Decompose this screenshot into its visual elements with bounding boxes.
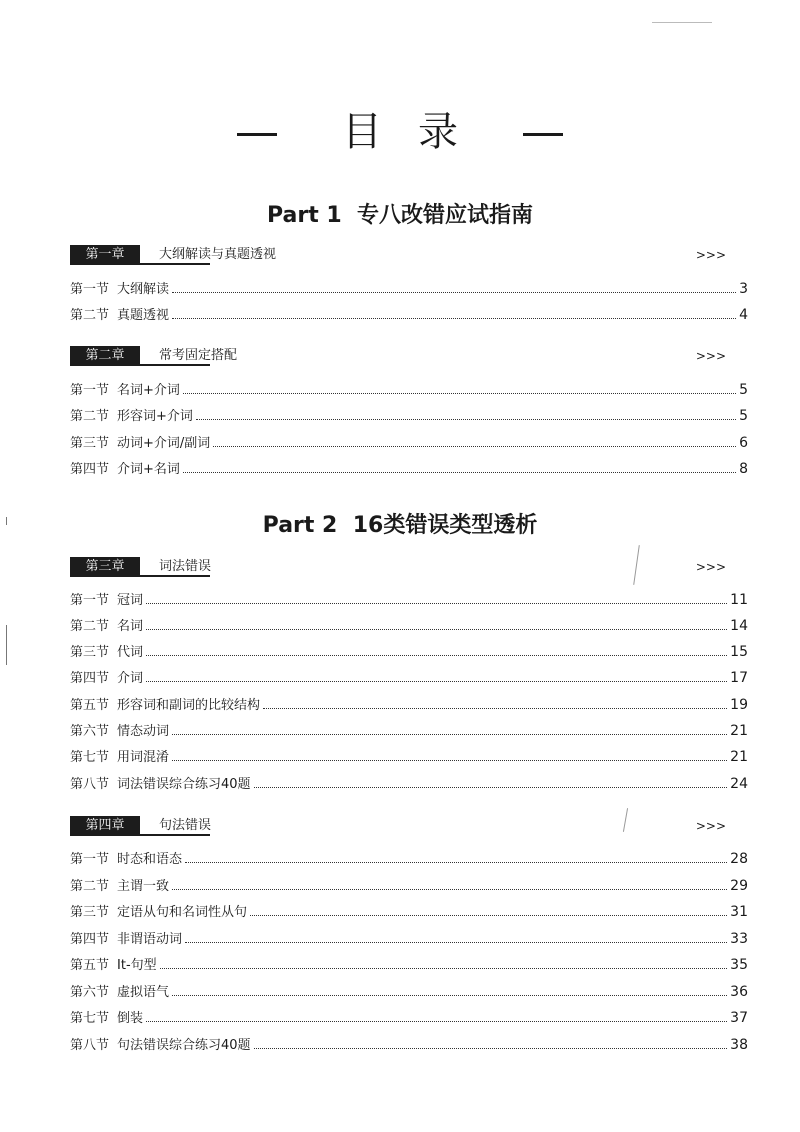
toc-entry[interactable] xyxy=(70,748,748,766)
entry-leader xyxy=(172,281,736,293)
entry-section: 第八节 xyxy=(70,777,110,792)
entry-leader xyxy=(183,382,736,394)
entry-leader xyxy=(146,592,727,604)
entry-name: 定语从句和名词性从句 xyxy=(117,905,248,920)
toc-entry[interactable] xyxy=(70,280,748,298)
entry-name: 倒装 xyxy=(117,1011,144,1026)
toc-entry[interactable] xyxy=(70,775,748,793)
toc-entry[interactable] xyxy=(70,591,748,609)
entry-name: 时态和语态 xyxy=(117,852,183,867)
entry-section: 第六节 xyxy=(70,985,110,1000)
entry-section: 第三节 xyxy=(70,436,110,451)
chapter-4-tag: 第四章 xyxy=(70,816,140,836)
toc-entry[interactable] xyxy=(70,669,748,687)
entry-section: 第三节 xyxy=(70,645,110,660)
toc-entry[interactable] xyxy=(70,877,748,895)
entry-section: 第五节 xyxy=(70,958,110,973)
entry-section: 第四节 xyxy=(70,462,110,477)
entry-page: 38 xyxy=(730,1037,748,1053)
entry-page: 17 xyxy=(730,670,748,686)
entry-name: 主谓一致 xyxy=(117,879,170,894)
entry-page: 31 xyxy=(730,904,748,920)
part-1-title: 专八改错应试指南 xyxy=(357,203,534,228)
entry-section: 第七节 xyxy=(70,750,110,765)
entry-leader xyxy=(183,461,736,473)
chapter-4-arrows: >>> xyxy=(695,819,726,833)
chapter-3-arrows: >>> xyxy=(695,560,726,574)
entry-section: 第二节 xyxy=(70,308,110,323)
entry-name: 名词 xyxy=(117,619,144,634)
toc-entry[interactable] xyxy=(70,617,748,635)
entry-name: It-句型 xyxy=(117,958,157,973)
scan-mark xyxy=(6,625,7,665)
entry-leader xyxy=(172,984,727,996)
entry-name: 介词+名词 xyxy=(117,462,180,477)
entry-leader xyxy=(172,878,727,890)
toc-entry[interactable] xyxy=(70,306,748,324)
toc-entry[interactable] xyxy=(70,460,748,478)
entry-section: 第六节 xyxy=(70,724,110,739)
chapter-4-title: 句法错误 xyxy=(159,818,212,833)
chapter-1-header xyxy=(70,245,730,265)
entry-leader xyxy=(146,618,727,630)
toc-title-text: 目录 xyxy=(342,109,494,155)
toc-title xyxy=(0,100,800,157)
entry-leader xyxy=(263,697,727,709)
chapter-1-tag: 第一章 xyxy=(70,245,140,265)
entry-section: 第一节 xyxy=(70,593,110,608)
entry-section: 第二节 xyxy=(70,619,110,634)
entry-page: 11 xyxy=(730,592,748,608)
entry-leader xyxy=(213,435,736,447)
entry-leader xyxy=(254,1037,728,1049)
chapter-1-arrows: >>> xyxy=(695,248,726,262)
toc-entry[interactable] xyxy=(70,956,748,974)
entry-section: 第八节 xyxy=(70,1038,110,1053)
entry-page: 4 xyxy=(739,307,748,323)
entry-name: 名词+介词 xyxy=(117,383,180,398)
entry-section: 第七节 xyxy=(70,1011,110,1026)
entry-page: 21 xyxy=(730,749,748,765)
scan-mark xyxy=(652,22,712,23)
entry-page: 14 xyxy=(730,618,748,634)
toc-entry[interactable] xyxy=(70,930,748,948)
entry-page: 36 xyxy=(730,984,748,1000)
entry-section: 第一节 xyxy=(70,383,110,398)
entry-name: 介词 xyxy=(117,671,144,686)
entry-page: 37 xyxy=(730,1010,748,1026)
entry-page: 5 xyxy=(739,382,748,398)
entry-page: 15 xyxy=(730,644,748,660)
entry-leader xyxy=(146,644,727,656)
entry-leader xyxy=(146,1010,727,1022)
toc-entry[interactable] xyxy=(70,696,748,714)
entry-section: 第五节 xyxy=(70,698,110,713)
entry-leader xyxy=(172,749,727,761)
entry-leader xyxy=(254,776,728,788)
part-1-label: Part 1 xyxy=(266,203,342,228)
entry-page: 8 xyxy=(739,461,748,477)
chapter-3-title: 词法错误 xyxy=(159,559,212,574)
toc-entry[interactable] xyxy=(70,722,748,740)
entry-section: 第三节 xyxy=(70,905,110,920)
entry-section: 第一节 xyxy=(70,282,110,297)
chapter-3-tag: 第三章 xyxy=(70,557,140,577)
chapter-4-header xyxy=(70,816,730,836)
entry-name: 非谓语动词 xyxy=(117,932,183,947)
part-2-heading xyxy=(0,508,800,539)
entry-name: 代词 xyxy=(117,645,144,660)
entry-name: 冠词 xyxy=(117,593,144,608)
entry-section: 第二节 xyxy=(70,879,110,894)
entry-section: 第四节 xyxy=(70,671,110,686)
entry-name: 形容词和副词的比较结构 xyxy=(117,698,261,713)
entry-page: 35 xyxy=(730,957,748,973)
entry-leader xyxy=(250,904,727,916)
entry-section: 第二节 xyxy=(70,409,110,424)
title-left-dash xyxy=(237,133,277,136)
entry-page: 5 xyxy=(739,408,748,424)
part-1-heading xyxy=(0,198,800,229)
entry-leader xyxy=(172,307,736,319)
toc-entry[interactable] xyxy=(70,1009,748,1027)
entry-page: 33 xyxy=(730,931,748,947)
entry-name: 句法错误综合练习40题 xyxy=(117,1038,251,1053)
chapter-2-arrows: >>> xyxy=(695,349,726,363)
toc-entry[interactable] xyxy=(70,643,748,661)
entry-page: 19 xyxy=(730,697,748,713)
chapter-1-title: 大纲解读与真题透视 xyxy=(159,247,277,262)
entry-section: 第四节 xyxy=(70,932,110,947)
toc-entry[interactable] xyxy=(70,850,748,868)
entry-leader xyxy=(160,957,728,969)
entry-page: 21 xyxy=(730,723,748,739)
entry-name: 情态动词 xyxy=(117,724,170,739)
entry-name: 虚拟语气 xyxy=(117,985,170,1000)
toc-entry[interactable] xyxy=(70,381,748,399)
scan-mark xyxy=(6,517,7,525)
entry-page: 24 xyxy=(730,776,748,792)
entry-leader xyxy=(172,723,727,735)
chapter-2-header xyxy=(70,346,730,366)
entry-name: 用词混淆 xyxy=(117,750,170,765)
entry-name: 动词+介词/副词 xyxy=(117,436,211,451)
entry-page: 28 xyxy=(730,851,748,867)
entry-leader xyxy=(146,670,727,682)
entry-section: 第一节 xyxy=(70,852,110,867)
entry-name: 大纲解读 xyxy=(117,282,170,297)
entry-name: 词法错误综合练习40题 xyxy=(117,777,251,792)
entry-name: 真题透视 xyxy=(117,308,170,323)
toc-entry[interactable] xyxy=(70,1036,748,1054)
entry-page: 29 xyxy=(730,878,748,894)
entry-name: 形容词+介词 xyxy=(117,409,193,424)
chapter-3-header xyxy=(70,557,730,577)
toc-entry[interactable] xyxy=(70,983,748,1001)
title-right-dash xyxy=(523,133,563,136)
part-2-label: Part 2 xyxy=(262,513,338,538)
entry-leader xyxy=(185,931,727,943)
entry-leader xyxy=(185,851,727,863)
toc-entry[interactable] xyxy=(70,434,748,452)
entry-page: 6 xyxy=(739,435,748,451)
toc-entry[interactable] xyxy=(70,407,748,425)
toc-entry[interactable] xyxy=(70,903,748,921)
chapter-2-title: 常考固定搭配 xyxy=(159,348,238,363)
part-2-title: 16类错误类型透析 xyxy=(352,513,538,538)
entry-page: 3 xyxy=(739,281,748,297)
chapter-2-tag: 第二章 xyxy=(70,346,140,366)
entry-leader xyxy=(196,408,736,420)
